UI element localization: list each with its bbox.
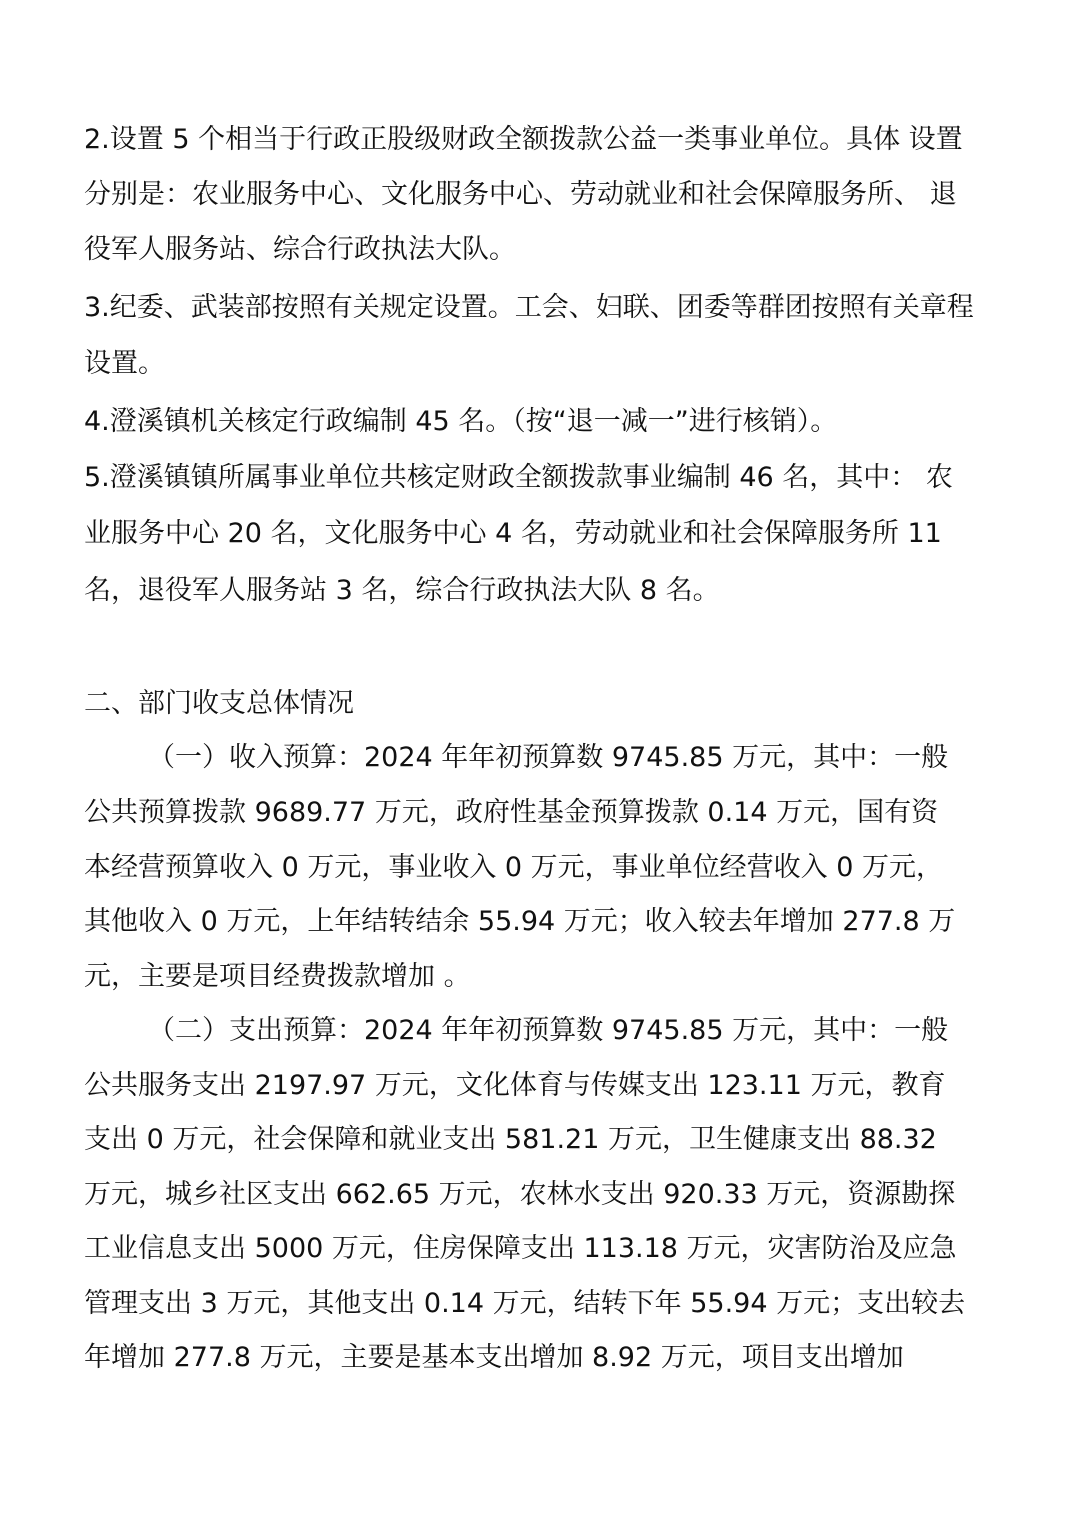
item-5-line-2: 业服务中心 20 名，文化服务中心 4 名，劳动就业和社会保障服务所 11 — [84, 518, 942, 549]
item-5-line-1: 5.澄溪镇镇所属事业单位共核定财政全额拨款事业编制 46 名，其中： 农 — [84, 462, 953, 493]
income-line-3: 本经营预算收入 0 万元，事业收入 0 万元，事业单位经营收入 0 万元， — [84, 852, 944, 883]
item-2-line-1: 2.设置 5 个相当于行政正股级财政全额拨款公益一类事业单位。具体 设置 — [84, 124, 963, 155]
item-4-line-1: 4.澄溪镇机关核定行政编制 45 名。（按“退一减一”进行核销）。 — [84, 406, 838, 437]
expense-line-1: （二）支出预算：2024 年年初预算数 9745.85 万元，其中：一般 — [148, 1015, 949, 1046]
item-3-line-2: 设置。 — [84, 348, 165, 379]
item-2-line-3: 役军人服务站、综合行政执法大队。 — [84, 234, 516, 265]
income-line-5: 元，主要是项目经费拨款增加 。 — [84, 961, 471, 992]
item-5-line-3: 名，退役军人服务站 3 名，综合行政执法大队 8 名。 — [84, 575, 720, 606]
income-line-1: （一）收入预算：2024 年年初预算数 9745.85 万元，其中：一般 — [148, 742, 949, 773]
expense-line-4: 万元，城乡社区支出 662.65 万元，农林水支出 920.33 万元，资源勘探 — [84, 1179, 956, 1210]
expense-line-7: 年增加 277.8 万元，主要是基本支出增加 8.92 万元，项目支出增加 — [84, 1342, 904, 1373]
expense-line-6: 管理支出 3 万元，其他支出 0.14 万元，结转下年 55.94 万元；支出较去 — [84, 1288, 966, 1319]
section-2-heading: 二、部门收支总体情况 — [84, 688, 354, 719]
income-line-4: 其他收入 0 万元，上年结转结余 55.94 万元；收入较去年增加 277.8 万 — [84, 906, 956, 937]
expense-line-2: 公共服务支出 2197.97 万元，文化体育与传媒支出 123.11 万元，教育 — [84, 1070, 946, 1101]
item-3-line-1: 3.纪委、武装部按照有关规定设置。工会、妇联、团委等群团按照有关章程 — [84, 292, 974, 323]
expense-line-3: 支出 0 万元，社会保障和就业支出 581.21 万元，卫生健康支出 88.32 — [84, 1124, 937, 1155]
item-2-line-2: 分别是：农业服务中心、文化服务中心、劳动就业和社会保障服务所、 退 — [84, 179, 957, 210]
expense-line-5: 工业信息支出 5000 万元，住房保障支出 113.18 万元，灾害防治及应急 — [84, 1233, 957, 1264]
income-line-2: 公共预算拨款 9689.77 万元，政府性基金预算拨款 0.14 万元，国有资 — [84, 797, 939, 828]
